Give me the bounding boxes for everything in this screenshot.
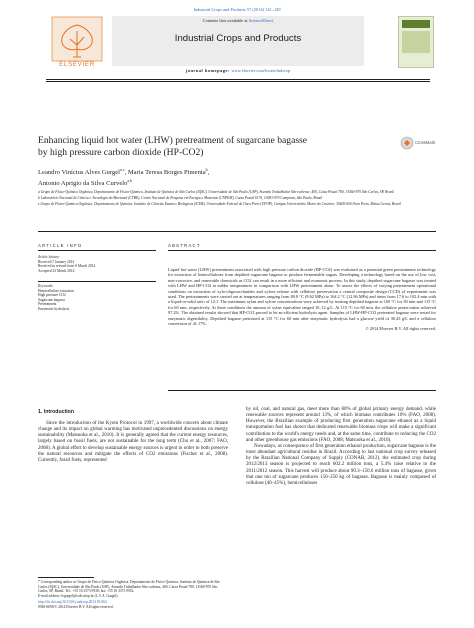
keywords (38, 284, 158, 312)
history-revised: Received in revised form 6 March 2014 (38, 264, 96, 269)
footnote-rule (38, 577, 94, 578)
history-accepted: Accepted 23 March 2014 (38, 268, 75, 273)
cover-image (402, 31, 430, 53)
abstract-text: Liquid hot water (LHW) pretreatment associated with high pressure carbon dioxide (HP-CO2) was evaluated as a potential green pretreatment technology for extraction of hemicelluloses from depithed sugarcane bagasse to produce fermentable sugars. Developing a technology based on the use of low cost, non-corrosive, and renewable chemicals as CO2 can result in a more efficient and economic process. In this study, depithed sugarcane bagasse was treated with LHW and HP-CO2 at milder temperatures in comparison with LHW pretreatment alone. To assess the effects of varying pretreatment operational conditions on extraction of xylo-oligosaccharides and xylose release with cellulose preservation a central composite design (CCD) of experiments was used. The pretreatments were carried out at temperatures ranging from 80.8 °C (8.62 MPa) to 164.2 °C (12.96 MPa) and times from 17.6 to 102.4 min with a liquid-to-solid ratio of 12:1. The maximum xylan and xylose concentrations were achieved by treating depithed bagasse at 160 °C for 30 min and 115 °C for 60 min, respectively. At these conditions the amount of xylan equivalent ranged 10–12 g/L. At 115 °C for 60 min, the cellulose preservation achieved 97.2%. The obtained results showed that HP-CO2 proved to be an efficient hydrolysis agent. Samples of LHW-HP-CO2 pretreated bagasse were tested for enzymatic digestibility. Depithed bagasse pretreated at 115 °C for 60 min after enzymatic hydrolysis had a glucose yield of 30.43 g/L and a cellulose conversion of 41.17%. (168, 267, 436, 327)
doi-link[interactable]: http://dx.doi.org/10.1016/j.indcrop.2014.03.064 (38, 600, 107, 605)
contents-prefix: Contents lists available at (202, 18, 249, 23)
keyword-item: Sugarcane bagasse (38, 297, 66, 302)
issn-line: 0926-6690/© 2014 Elsevier B.V. All rights reserved. (38, 604, 114, 609)
keyword-item: High pressure CO2 (38, 293, 66, 298)
homepage-link[interactable]: www.elsevier.com/locate/indcrop (231, 68, 291, 73)
header-rule (46, 79, 430, 80)
history-heading: Article history: (38, 255, 60, 259)
author-2[interactable]: , Maria Teresa Borges Pimenta (124, 169, 206, 177)
intro-right-paragraph-1: by oil, coal, and natural gas, meet more than 80% of global primary energy demand, while renewable sources represent around 13%, of which biomass contributes 10% (FAO, 2008). However, the Brazilian example of producing first generation sugarcane ethanol as a liquid transportation fuel has shown that dedicated renewable biomass crops will make a significant contribution to the world's energy needs and, at the same time, contribute to reducing the CO2 and other greenhouse gas emissions (FAO, 2008; Matsuoka et al., 2010). (246, 407, 436, 443)
article-info-heading: ARTICLE INFO (38, 243, 83, 248)
article-info-rule (38, 250, 156, 251)
crossmark-icon (400, 136, 414, 150)
journal-title: Industrial Crops and Products (174, 33, 302, 44)
elsevier-wordmark: ELSEVIER (59, 62, 95, 68)
contents-line (112, 18, 364, 23)
header-rule-thin (46, 81, 430, 82)
cover-title-bar (402, 20, 430, 28)
article-title-line-1: Enhancing liquid hot water (LHW) pretreatment of sugarcane bagasse (38, 135, 308, 146)
introduction-heading: 1. Introduction (38, 409, 75, 415)
history-rule (38, 281, 156, 282)
abstract-heading: ABSTRACT (168, 243, 201, 248)
abstract-copyright: © 2014 Elsevier B.V. All rights reserved. (365, 326, 436, 332)
abstract-body (168, 267, 436, 332)
introduction-right-column (246, 407, 436, 487)
abstract-end-rule (168, 390, 436, 391)
author-list (38, 166, 378, 189)
homepage-prefix: journal homepage: (185, 68, 232, 73)
footnotes (38, 580, 228, 610)
sciencedirect-link[interactable]: ScienceDirect (248, 18, 274, 23)
journal-reference[interactable]: Industrial Crops and Products 57 (2014) 141–149 (193, 7, 281, 12)
affiliation-a: a Grupo de Físico-Química Orgânica, Departamento de Físico-Química, Instituto de Química de São Carlos (IQSC), Universidade de São Paulo (USP), Avenida Trabalhador São-carlense, 400, Caixa Postal 780, 13560-970 São Carlos, SP, Brazil (38, 190, 394, 194)
section-divider (38, 231, 436, 232)
author-comma: , (207, 169, 210, 177)
author-1[interactable]: Leandro Vinícius Alves Gurgel (38, 169, 120, 177)
article-history (38, 255, 158, 273)
email-note[interactable]: E-mail address: legurgel@iceb.ufop.br (L.V.A. Gurgel). (38, 593, 119, 598)
affiliation-b: b Laboratório Nacional de Ciência e Tecnologia do Bioetanol (CTBE), Centro Nacional de Pesquisa em Energia e Materiais (CNPEM), Caixa Postal 6170, 13083-970 Campinas, São Paulo, Brazil (38, 196, 323, 201)
journal-cover-thumbnail (398, 16, 434, 68)
author-1-marks: a,c (119, 167, 125, 172)
author-2-marks: b (205, 167, 208, 172)
crossmark-badge[interactable] (400, 136, 436, 152)
affiliations (38, 190, 438, 207)
keyword-item: Enzymatic hydrolysis (38, 306, 70, 311)
elsevier-logo (46, 15, 108, 73)
article-title-line-2: by high pressure carbon dioxide (HP-CO2) (38, 146, 204, 158)
introduction-left-column: Since the introduction of the Kyoto Protocol in 1997, a worldwide concern about climate change and its impact on global warming has motivated unprecedented discussions on energy sustainability (Matsuoka et al., 2010). It is generally agreed that the current energy resources, largely based on fossil fuels, are not sustainable for the long term (Chu et al., 2007; FAO, 2008). A global effort to develop sustainable energy sources is urgent in order to both preserve the natural resources and mitigate the effects of CO2 emissions (Fischer et al., 2008). Currently, fossil fuels, represented (38, 421, 228, 463)
affiliation-c: c Grupo de Físico-Química Orgânica, Departamento de Química, Instituto de Ciências Exatas e Biológicas (ICEB), Universidade Federal de Ouro Preto (UFOP), Campus Universitário Morro do Cruzeiro, 35400-000 Ouro Preto, Minas Gerais, Brazil (38, 202, 401, 207)
author-3[interactable]: Antonio Aprigio da Silva Curvelo (38, 180, 128, 188)
intro-right-paragraph-2: Nowadays, as consequence of first generation ethanol production, sugarcane bagasse is the most abundant agricultural residue in Brazil. According to last national crop survey released by the Brazilian National Company of Supply (CONAB, 2012), the estimated crop during 2012/2013 season is projected to reach 602.2 million tons, a 5.4% raise relative to the 2011/2012 season. This harvest will produce about 90.3–150.6 million tons of bagasse, given that one ton of sugarcane produces 150–250 kg of bagasse. Bagasse is mainly composed of cellulose (40–45%), hemicelluloses (246, 443, 436, 486)
journal-homepage (112, 68, 364, 73)
history-received: Received 7 January 2014 (38, 259, 75, 264)
keyword-item: Hemicellulose extraction (38, 288, 75, 293)
author-3-marks: a,b (127, 178, 133, 184)
abstract-rule (168, 250, 436, 251)
keyword-item: Pretreatment (38, 302, 57, 307)
crossmark-label: CrossMark (415, 140, 436, 145)
article-title (38, 135, 358, 158)
keywords-heading: Keywords: (38, 284, 54, 288)
corresponding-author-note: * Corresponding author at: Grupo de Físico-Química Orgânica, Departamento de Físico-Química, Instituto de Química de São Carlos (IQSC), Universidade de São Paulo (USP), Avenida Trabalhador São-carlense, 400, Caixa Postal 780, 13560-970 São Carlos, SP, Brazil. Tel.: +55 16 3373 9938; fax: +55 16 3373 9952. (38, 580, 220, 594)
